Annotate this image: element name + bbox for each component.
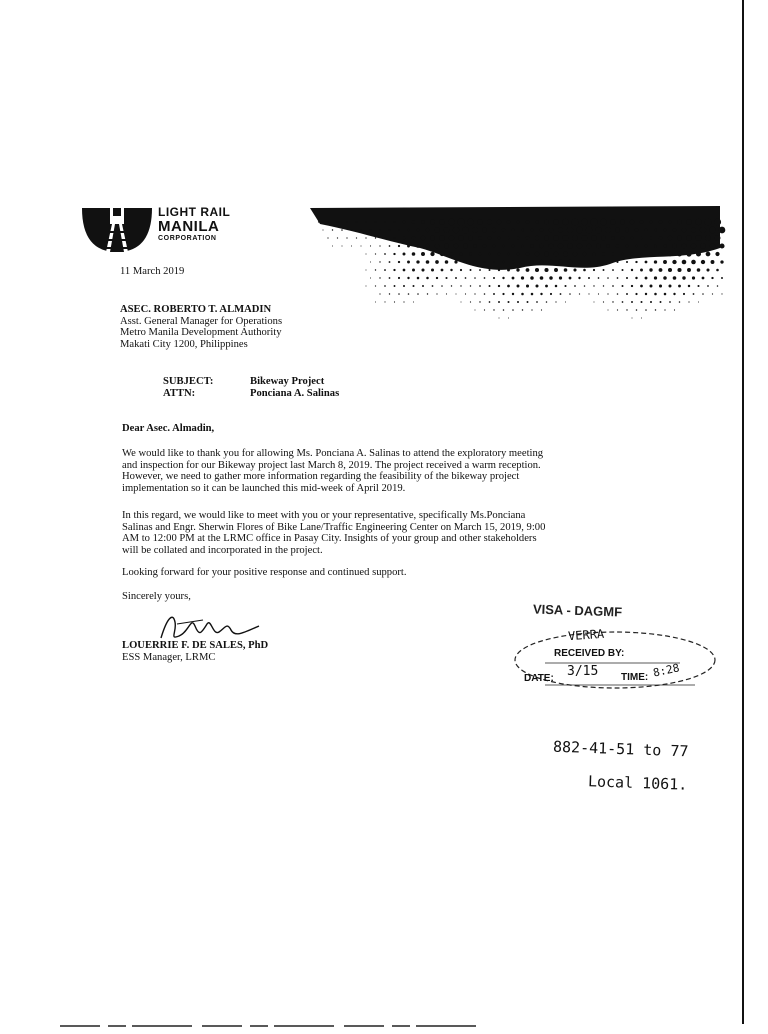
handwritten-phone-note: 882-41-51 to 77 bbox=[552, 737, 689, 761]
recipient-title: Asst. General Manager for Operations bbox=[120, 315, 283, 327]
logo-line-1: LIGHT RAIL bbox=[158, 205, 231, 219]
closing: Sincerely yours, bbox=[122, 591, 191, 602]
paragraph-line: Salinas and Engr. Sherwin Flores of Bike Lane/Traffic Engineering Center on March 15, 2019, 9:00 bbox=[122, 521, 546, 533]
letter-date: 11 March 2019 bbox=[120, 266, 185, 277]
stamp-handwritten-name: VERRA bbox=[567, 626, 605, 644]
halftone-banner-graphic bbox=[280, 202, 740, 337]
signer-block bbox=[122, 640, 268, 663]
recipient-name: ASEC. ROBERTO T. ALMADIN bbox=[120, 304, 272, 315]
logo-line-2: MANILA bbox=[158, 218, 220, 235]
stamp-date-value: 3/15 bbox=[567, 664, 599, 679]
subject-value: Bikeway Project bbox=[250, 376, 325, 387]
body-paragraph-3: Looking forward for your positive response and continued support. bbox=[122, 567, 407, 578]
stamp-received-by-label: RECEIVED BY: bbox=[554, 648, 625, 659]
paragraph-line: will be collated and incorporated in the project. bbox=[122, 544, 323, 556]
paragraph-line: and inspection for our Bikeway project last March 8, 2019. The project received a warm reception. bbox=[122, 459, 541, 471]
recipient-block bbox=[120, 304, 282, 350]
scan-page-edge bbox=[742, 0, 744, 1024]
paragraph-line: In this regard, we would like to meet with you or your representative, specifically Ms.Ponciana bbox=[122, 510, 526, 521]
stamp-date-label: DATE: bbox=[524, 673, 554, 684]
paragraph-line: However, we need to gather more information regarding the feasibility of the bikeway project bbox=[122, 471, 520, 483]
logo-line-3: CORPORATION bbox=[158, 235, 217, 242]
scan-bottom-artifact bbox=[60, 1016, 480, 1034]
stamp-office-header: VISA - DAGMF bbox=[532, 601, 623, 620]
attn-value: Ponciana A. Salinas bbox=[250, 387, 340, 399]
paragraph-line: AM to 12:00 PM at the LRMC office in Pasay City. Insights of your group and other stakeholders bbox=[122, 533, 537, 545]
paragraph-line: implementation so it can be launched this mid-week of April 2019. bbox=[122, 482, 406, 494]
handwritten-local-note: Local 1061. bbox=[587, 772, 688, 794]
recipient-organization: Metro Manila Development Authority bbox=[120, 327, 282, 339]
recipient-address: Makati City 1200, Philippines bbox=[120, 338, 248, 350]
subject-label: SUBJECT: bbox=[163, 376, 214, 387]
body-paragraph-1 bbox=[122, 448, 682, 494]
signer-name: LOUERRIE F. DE SALES, PhD bbox=[122, 640, 269, 651]
paragraph-line: We would like to thank you for allowing Ms. Ponciana A. Salinas to attend the exploratory meeting bbox=[122, 448, 544, 459]
company-wordmark bbox=[158, 206, 230, 242]
subject-block bbox=[163, 376, 339, 399]
body-paragraph-2 bbox=[122, 510, 682, 556]
stamp-time-label: TIME: bbox=[621, 672, 649, 683]
salutation: Dear Asec. Almadin, bbox=[122, 423, 215, 434]
lrmc-logo-icon bbox=[80, 200, 154, 259]
signer-title: ESS Manager, LRMC bbox=[122, 651, 216, 663]
attn-label: ATTN: bbox=[163, 387, 196, 399]
stamp-time-value: 8:28 bbox=[651, 661, 681, 680]
